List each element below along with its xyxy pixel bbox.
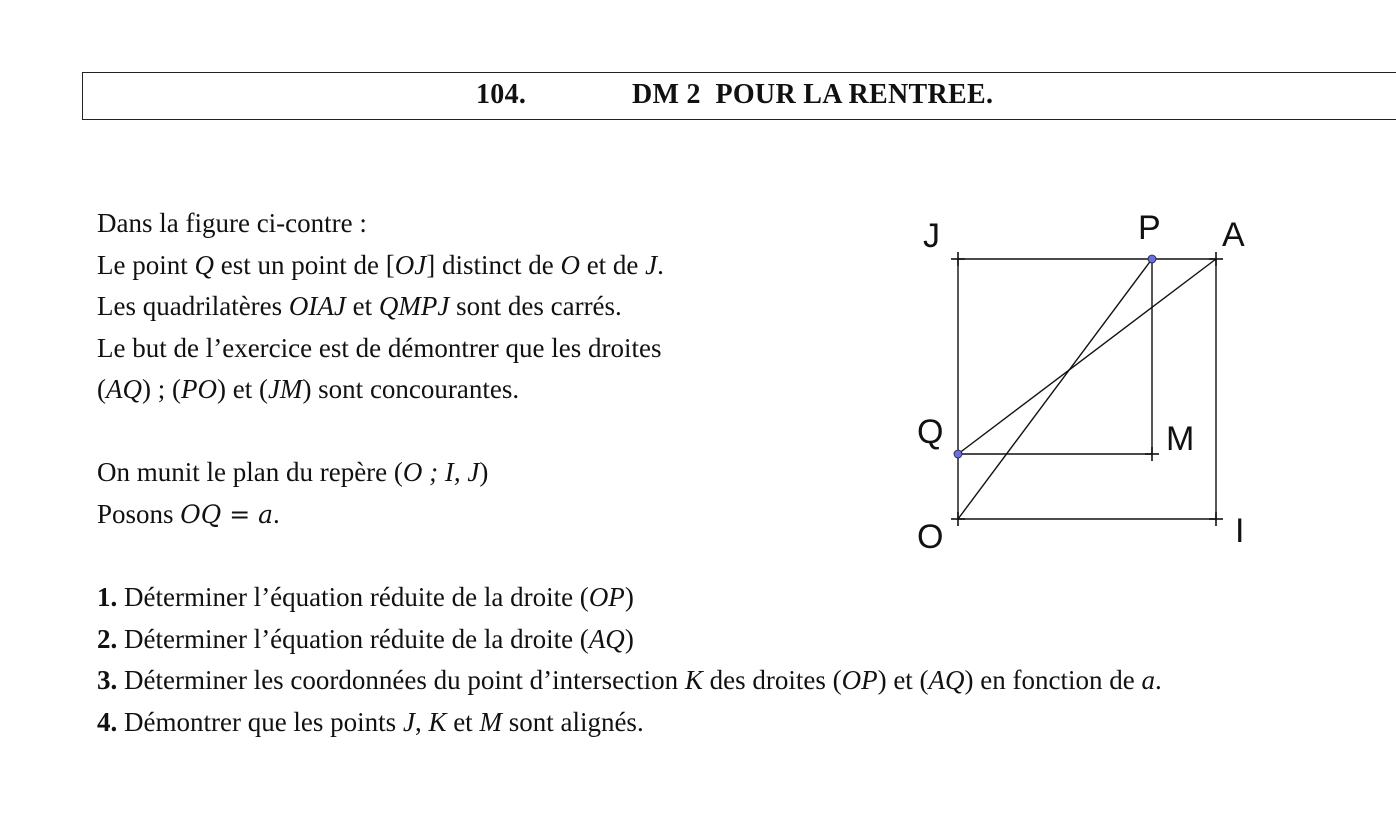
marker-J	[951, 252, 965, 266]
label-P: P	[1138, 209, 1161, 247]
label-O: O	[917, 518, 944, 556]
intro-paragraph	[97, 203, 664, 411]
intro-line-3: Les quadrilatères OIAJ et QMPJ sont des carrés.	[97, 291, 622, 321]
exercise-number: 104.	[476, 79, 527, 110]
marker-I	[1209, 512, 1223, 526]
intro-line-5: (AQ) ; (PO) et (JM) sont concourantes.	[97, 374, 520, 404]
label-A: A	[1222, 216, 1245, 254]
point-P	[1148, 255, 1156, 263]
label-M: M	[1166, 420, 1195, 458]
marker-M	[1145, 447, 1159, 461]
setup-line-posons: Posons OQ = a.	[97, 498, 280, 529]
question-2: 2. Déterminer l’équation réduite de la droite (AQ)	[97, 623, 634, 654]
marker-O	[951, 512, 965, 526]
intro-line-1: Dans la figure ci-contre :	[97, 208, 367, 238]
intro-line-4: Le but de l’exercice est de démontrer que les droites	[97, 332, 662, 363]
label-I: I	[1235, 512, 1245, 550]
question-4: 4. Démontrer que les points J, K et M sont alignés.	[97, 706, 644, 737]
intro-line-2: Le point Q est un point de [OJ] distinct de O et de J.	[97, 249, 664, 280]
questions-list	[97, 577, 1162, 743]
line-OP	[958, 259, 1152, 519]
exercise-title: DM 2 POUR LA RENTREE.	[632, 79, 994, 110]
question-3: 3. Déterminer les coordonnées du point d’intersection K des droites (OP) et (AQ) en fonction de a.	[97, 665, 1162, 695]
geometry-figure	[900, 200, 1245, 560]
question-1: 1. Déterminer l’équation réduite de la droite (OP)	[97, 582, 634, 612]
point-Q	[954, 450, 962, 458]
cross-markers	[951, 252, 1223, 526]
label-Q: Q	[917, 413, 944, 451]
label-J: J	[923, 217, 940, 255]
marker-A	[1209, 252, 1223, 266]
setup-line-frame: On munit le plan du repère (O ; I, J)	[97, 457, 489, 487]
setup-paragraph	[97, 452, 488, 535]
figure-lines	[958, 259, 1216, 519]
